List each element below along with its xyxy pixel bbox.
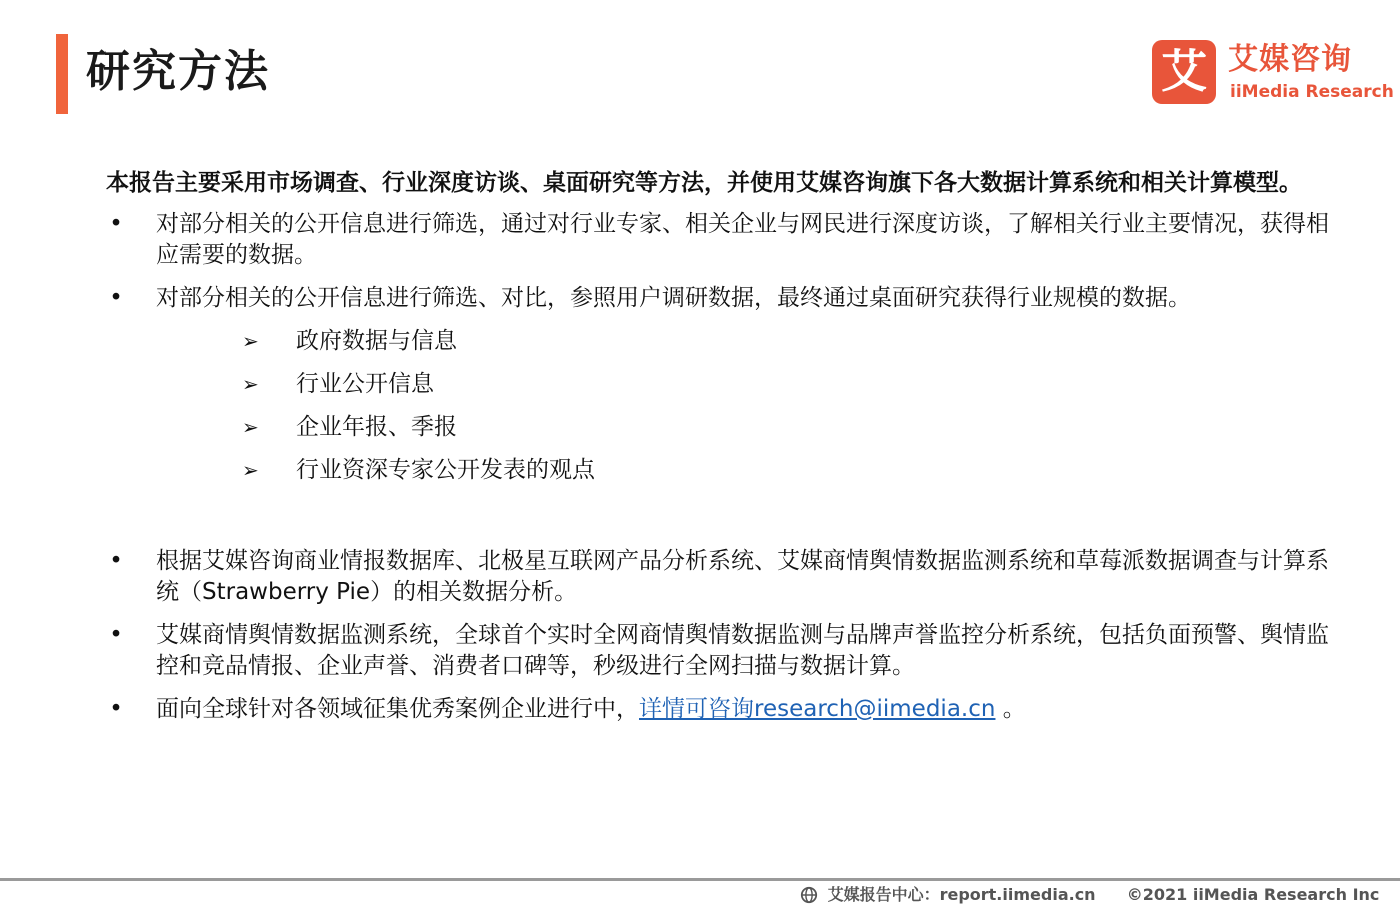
sub-list-item [242,412,1346,443]
sub-list-item-text: 行业公开信息 [296,371,434,397]
sub-list-item-text: 政府数据与信息 [296,328,457,354]
sub-list-item [242,326,1346,357]
list-item-end: 。 [995,696,1026,722]
sub-list-item-text: 企业年报、季报 [296,414,457,440]
globe-icon [800,886,818,904]
intro-text: 本报告主要采用市场调查、行业深度访谈、桌面研究等方法，并使用艾媒咨询旗下各大数据计算系统和相关计算模型。 [106,170,1302,196]
footer-divider [0,878,1400,881]
bullet-icon: • [109,211,123,237]
logo-name-cn: 艾媒咨询 [1228,42,1352,77]
sub-list-item [242,455,1346,486]
bullet-icon: • [109,696,123,722]
page-title: 研究方法 [86,46,270,97]
logo-mark-glyph: 艾 [1161,44,1207,98]
list-item [106,209,1346,271]
arrow-bullet-icon: ➢ [242,372,259,396]
arrow-bullet-icon: ➢ [242,458,259,482]
list-item-text: 面向全球针对各领域征集优秀案例企业进行中， [156,696,639,722]
footer-site: 艾媒报告中心：report.iimedia.cn [827,885,1096,904]
list-item [106,546,1346,608]
list-item [106,694,1346,725]
spacer [106,498,1346,546]
list-item-text: 根据艾媒咨询商业情报数据库、北极星互联网产品分析系统、艾媒商情舆情数据监测系统和草莓派数据调查与计算系统（Strawberry Pie）的相关数据分析。 [156,548,1329,605]
bullet-icon: • [109,285,123,311]
bullet-icon: • [109,548,123,574]
arrow-bullet-icon: ➢ [242,329,259,353]
contact-email-link[interactable]: 详情可咨询research@iimedia.cn [639,696,996,722]
title-accent-bar [56,34,68,114]
sub-list-item [242,369,1346,400]
main-content [106,168,1346,737]
sub-list-item-text: 行业资深专家公开发表的观点 [296,457,595,483]
list-item-text: 对部分相关的公开信息进行筛选，通过对行业专家、相关企业与网民进行深度访谈，了解相关行业主要情况，获得相应需要的数据。 [156,211,1329,268]
list-item [106,620,1346,682]
arrow-bullet-icon: ➢ [242,415,259,439]
list-item-text: 艾媒商情舆情数据监测系统，全球首个实时全网商情舆情数据监测与品牌声誉监控分析系统，包括负面预警、舆情监控和竞品情报、企业声誉、消费者口碑等，秒级进行全网扫描与数据计算。 [156,622,1329,679]
footer-copyright: ©2021 iiMedia Research Inc [1126,885,1380,904]
bullet-icon: • [109,622,123,648]
list-item-text: 对部分相关的公开信息进行筛选、对比，参照用户调研数据，最终通过桌面研究获得行业规模的数据。 [156,285,1191,311]
iimedia-logo [1152,40,1394,104]
logo-name-en: iiMedia Research [1230,82,1394,102]
logo-mark [1152,40,1216,104]
footer [800,884,1379,906]
list-item [106,283,1346,314]
